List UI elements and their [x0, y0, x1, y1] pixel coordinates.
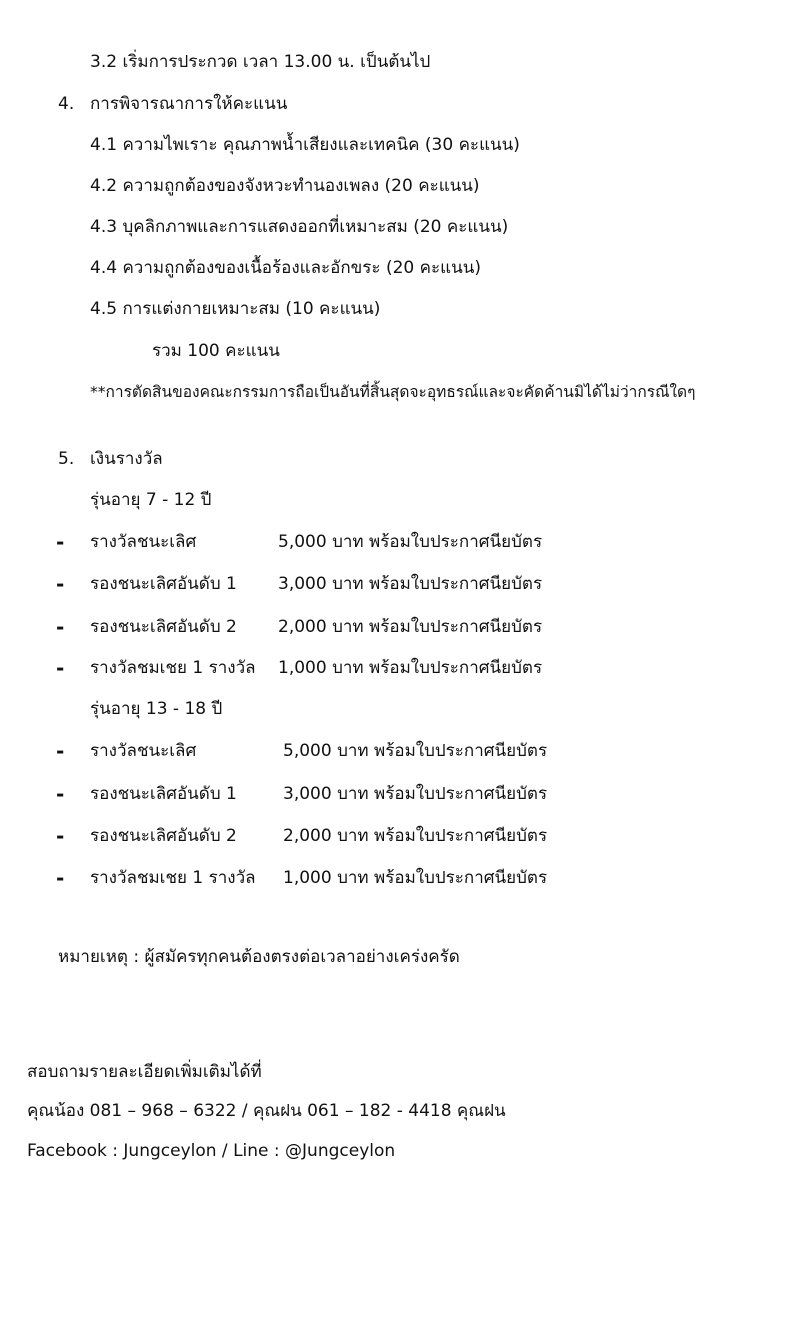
section-5-title: เงินรางวัล [90, 449, 163, 469]
section-4-title: การพิจารณาการให้คะแนน [90, 94, 288, 114]
prize-amount: 1,000 บาท พร้อมใบประกาศนียบัตร [283, 868, 548, 888]
prize-amount: 5,000 บาท พร้อมใบประกาศนียบัตร [283, 741, 548, 761]
prize-amount: 3,000 บาท พร้อมใบประกาศนียบัตร [283, 784, 548, 804]
remark: หมายเหตุ : ผู้สมัครทุกคนต้องตรงต่อเวลาอย่างเคร่งครัด [58, 947, 460, 967]
criteria-4-5: 4.5 การแต่งกายเหมาะสม (10 คะแนน) [90, 299, 381, 319]
prize-amount: 5,000 บาท พร้อมใบประกาศนียบัตร [278, 532, 543, 552]
prize-label: รางวัลชมเชย 1 รางวัล [90, 868, 256, 888]
prize-label: รางวัลชมเชย 1 รางวัล [90, 658, 256, 678]
criteria-4-1: 4.1 ความไพเราะ คุณภาพน้ำเสียงและเทคนิค (30 คะแนน) [90, 135, 520, 155]
section-4-number: 4. [58, 94, 75, 114]
item-3-2: 3.2 เริ่มการประกวด เวลา 13.00 น. เป็นต้นไป [90, 52, 431, 72]
bullet-dash: - [56, 572, 65, 596]
bullet-dash: - [56, 866, 65, 890]
criteria-4-3: 4.3 บุคลิกภาพและการแสดงออกที่เหมาะสม (20 คะแนน) [90, 217, 509, 237]
section-5-number: 5. [58, 449, 75, 469]
prize-amount: 2,000 บาท พร้อมใบประกาศนียบัตร [283, 826, 548, 846]
bullet-dash: - [56, 739, 65, 763]
contact-heading: สอบถามรายละเอียดเพิ่มเติมได้ที่ [27, 1062, 262, 1082]
bullet-dash: - [56, 824, 65, 848]
judging-note: **การตัดสินของคณะกรรมการถือเป็นอันที่สิ้นสุดจะอุทธรณ์และจะคัดค้านมิได้ไม่ว่ากรณีใดๆ [90, 383, 696, 401]
bullet-dash: - [56, 530, 65, 554]
age-group-7-12: รุ่นอายุ 7 - 12 ปี [90, 490, 212, 510]
total-score: รวม 100 คะแนน [152, 341, 280, 361]
prize-amount: 3,000 บาท พร้อมใบประกาศนียบัตร [278, 574, 543, 594]
criteria-4-2: 4.2 ความถูกต้องของจังหวะทำนองเพลง (20 คะแนน) [90, 176, 480, 196]
prize-label: รางวัลชนะเลิศ [90, 741, 197, 761]
criteria-4-4: 4.4 ความถูกต้องของเนื้อร้องและอักขระ (20 คะแนน) [90, 258, 481, 278]
prize-label: รองชนะเลิศอันดับ 1 [90, 574, 237, 594]
prize-amount: 2,000 บาท พร้อมใบประกาศนียบัตร [278, 617, 543, 637]
prize-label: รางวัลชนะเลิศ [90, 532, 197, 552]
prize-label: รองชนะเลิศอันดับ 1 [90, 784, 237, 804]
age-group-13-18: รุ่นอายุ 13 - 18 ปี [90, 699, 223, 719]
prize-label: รองชนะเลิศอันดับ 2 [90, 826, 237, 846]
bullet-dash: - [56, 782, 65, 806]
contact-phones: คุณน้อง 081 – 968 – 6322 / คุณฝน 061 – 182 - 4418 คุณฝน [27, 1101, 506, 1121]
prize-amount: 1,000 บาท พร้อมใบประกาศนียบัตร [278, 658, 543, 678]
contact-social: Facebook : Jungceylon / Line : @Jungceylon [27, 1141, 396, 1161]
bullet-dash: - [56, 615, 65, 639]
bullet-dash: - [56, 656, 65, 680]
prize-label: รองชนะเลิศอันดับ 2 [90, 617, 237, 637]
